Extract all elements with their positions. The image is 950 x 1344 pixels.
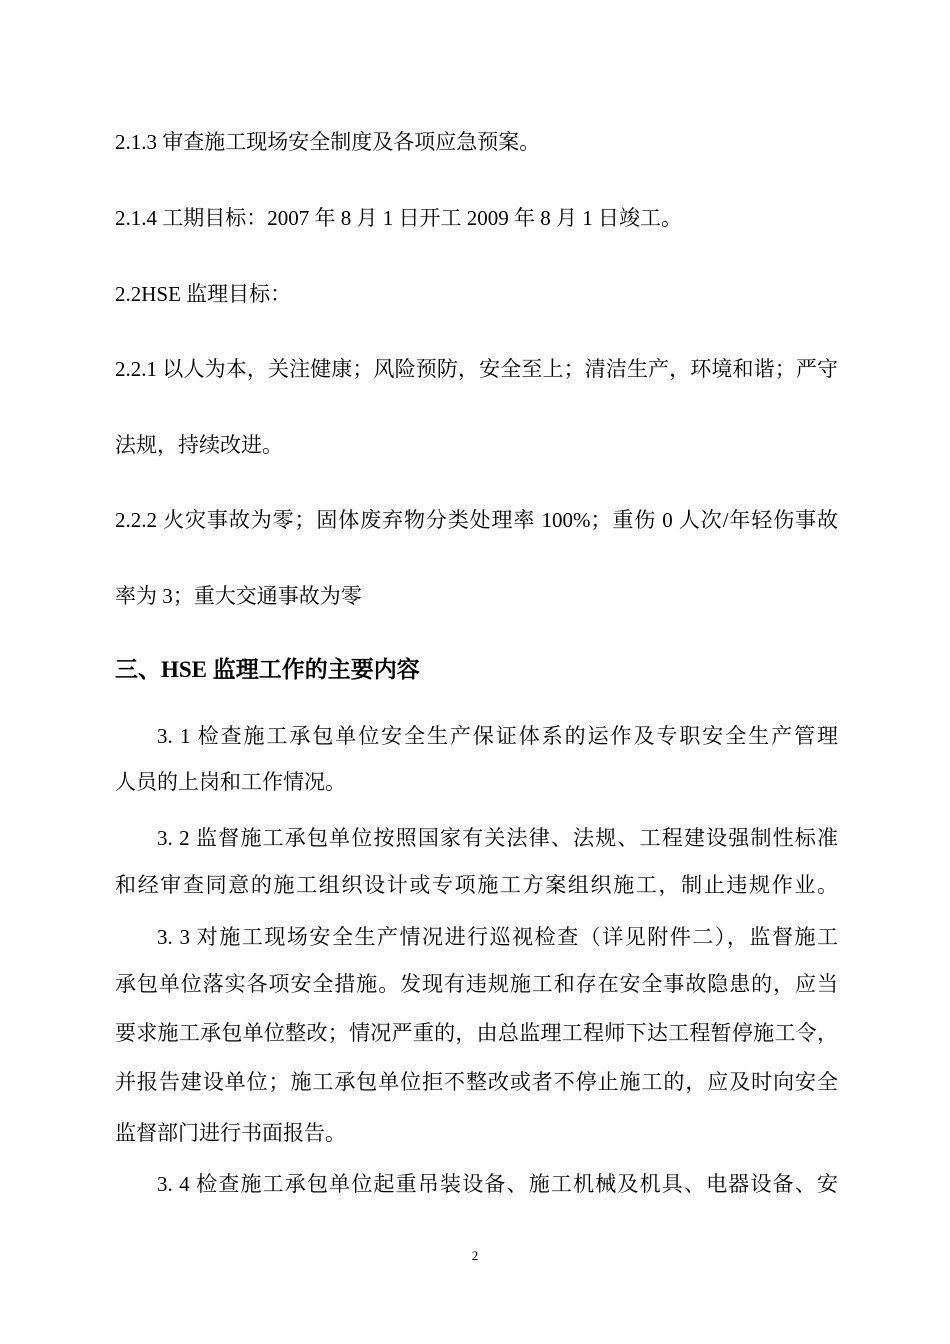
- section-2-2-2-line-2: 率为 3；重大交通事故为零: [115, 584, 362, 608]
- section-3-3-line-2: 承包单位落实各项安全措施。发现有违规施工和存在安全事故隐患的，应当: [115, 972, 838, 996]
- section-2-1-4: 2.1.4 工期目标：2007 年 8 月 1 日开工 2009 年 8 月 1 日竣工。: [115, 206, 682, 230]
- section-3-3-line-4: 并报告建设单位；施工承包单位拒不整改或者不停止施工的，应及时向安全: [115, 1070, 838, 1094]
- section-2-2-1-line-1: 2.2.1 以人为本，关注健康；风险预防，安全至上；清洁生产，环境和谐；严守: [115, 357, 838, 381]
- section-3-4-line-1: 3. 4 检查施工承包单位起重吊装设备、施工机械及机具、电器设备、安: [157, 1172, 838, 1196]
- section-3-2-line-2: 和经审查同意的施工组织设计或专项施工方案组织施工，制止违规作业。: [115, 873, 838, 897]
- section-3-heading: 三、HSE 监理工作的主要内容: [115, 657, 420, 682]
- section-3-1-line-1: 3. 1 检查施工承包单位安全生产保证体系的运作及专职安全生产管理: [157, 724, 838, 748]
- section-3-3-line-5: 监督部门进行书面报告。: [115, 1121, 346, 1145]
- section-2-2-title: 2.2HSE 监理目标：: [115, 282, 292, 306]
- section-3-3-line-3: 要求施工承包单位整改；情况严重的，由总监理工程师下达工程暂停施工令，: [115, 1021, 838, 1045]
- section-2-1-3: 2.1.3 审查施工现场安全制度及各项应急预案。: [115, 130, 541, 154]
- page-number: 2: [471, 1248, 479, 1263]
- section-2-2-1-line-2: 法规，持续改进。: [115, 433, 283, 457]
- section-2-2-2-line-1: 2.2.2 火灾事故为零；固体废弃物分类处理率 100%；重伤 0 人次/年轻伤事故: [115, 508, 838, 532]
- section-3-1-line-2: 人员的上岗和工作情况。: [115, 770, 346, 794]
- section-3-2-line-1: 3. 2 监督施工承包单位按照国家有关法律、法规、工程建设强制性标准: [157, 826, 838, 850]
- section-3-3-line-1: 3. 3 对施工现场安全生产情况进行巡视检查（详见附件二），监督施工: [157, 925, 838, 949]
